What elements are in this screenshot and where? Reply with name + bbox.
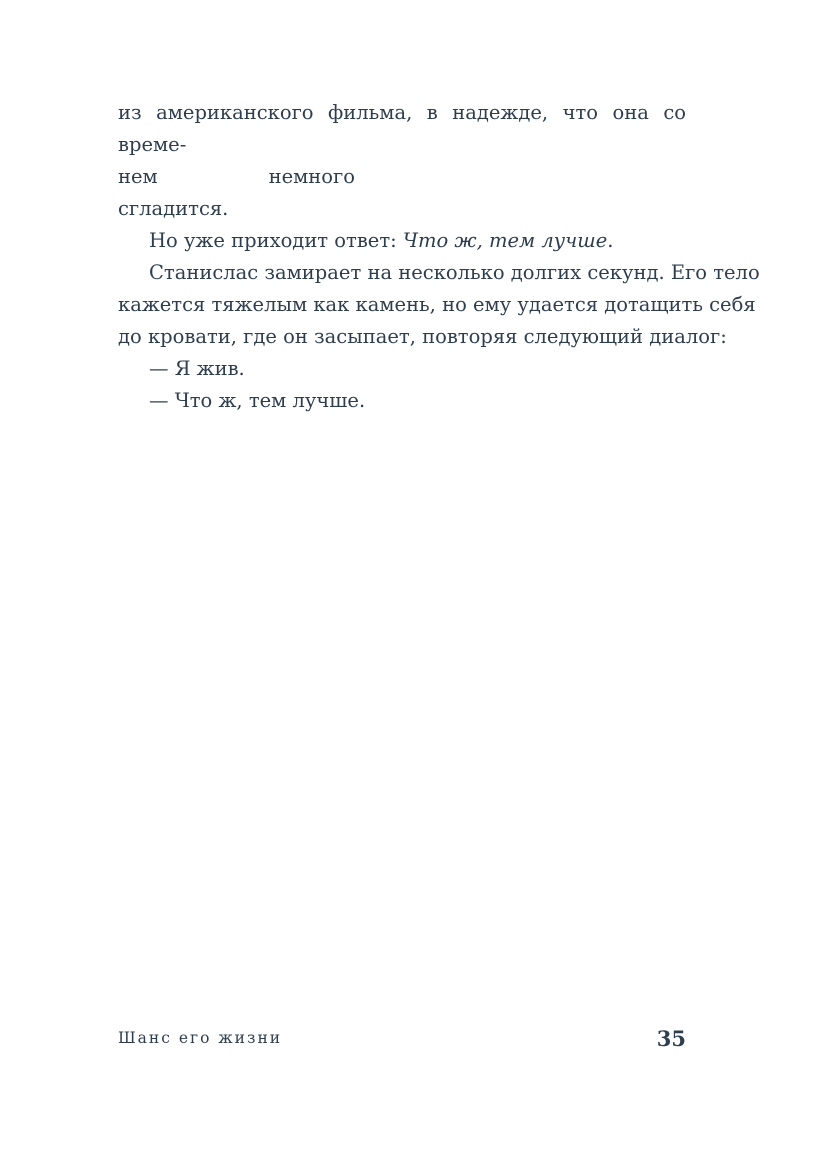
paragraph-2-text: Но уже приходит ответ: (149, 229, 403, 252)
dialogue-line-1: — Я жив. (149, 357, 245, 380)
paragraph-2-end: . (607, 229, 614, 252)
paragraph-2-italic: Что ж, тем лучше (402, 229, 608, 252)
running-title: Шанс его жизни (118, 1029, 283, 1047)
paragraph-3-line-3: до кровати, где он засыпает, повторяя следующий диалог: (118, 325, 727, 348)
paragraph-3-line-1: Станислас замирает на несколько долгих секунд. Его тело (149, 261, 760, 284)
paragraph-3-line-2: кажется тяжелым как камень, но ему удается дотащить себя (118, 293, 756, 316)
page-number: 35 (656, 1026, 686, 1051)
paragraph-1-line-1: из американского фильма, в надежде, что она со време- (118, 101, 686, 156)
dialogue-line-2: — Что ж, тем лучше. (149, 389, 366, 412)
page-body-text (118, 97, 760, 417)
paragraph-2 (118, 225, 686, 257)
paragraph-1-line-2: нем немного сгладится. (118, 165, 355, 220)
